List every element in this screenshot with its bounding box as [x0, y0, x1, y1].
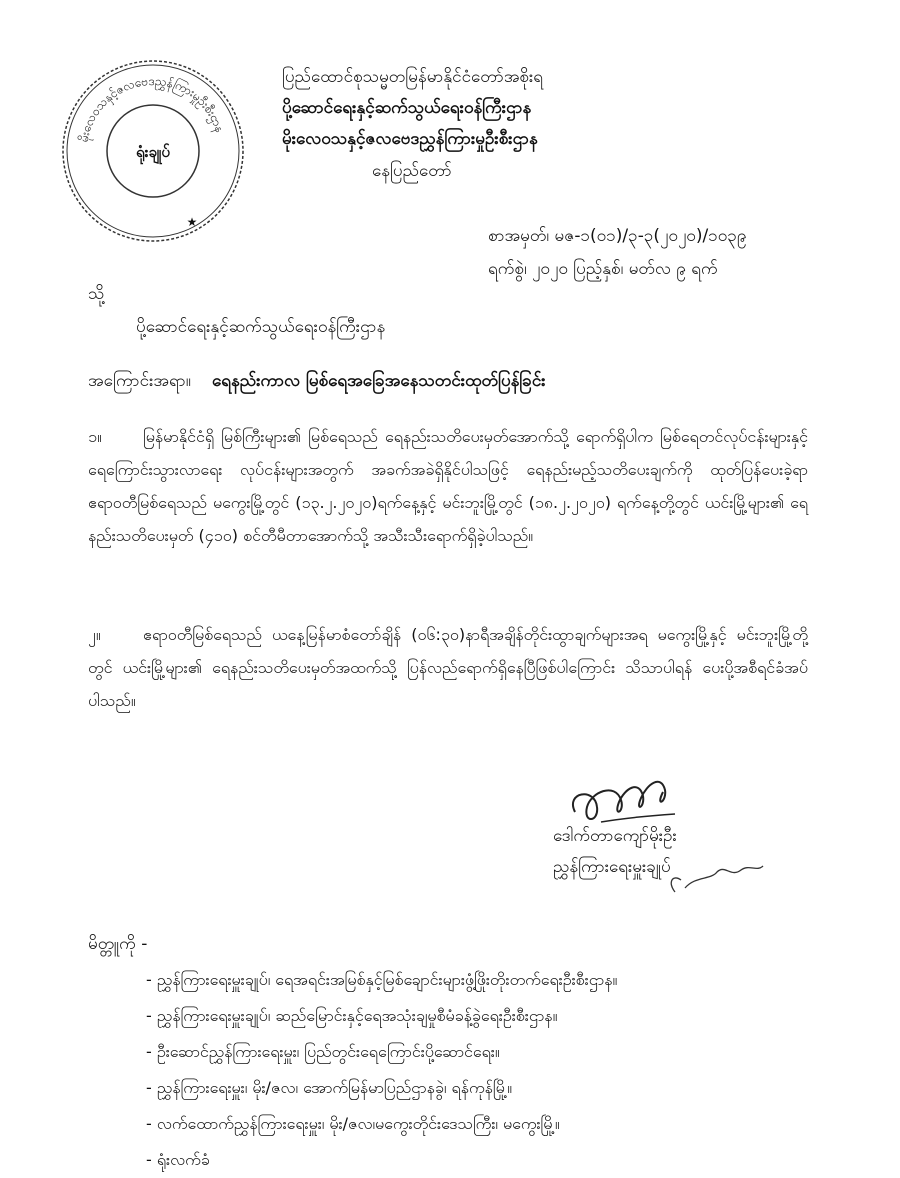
letter-number: စာအမှတ်၊ မဇ-၁(၀၁)/၃-၃(၂၀၂၀)/၁၀၃၉	[488, 226, 747, 246]
header-government: ပြည်ထောင်စုသမ္မတမြန်မာနိုင်ငံတော်အစိုးရ	[282, 67, 544, 87]
cc-list	[146, 962, 617, 1178]
letter-date: ရက်စွဲ၊ ၂၀၂၀ ပြည့်နှစ်၊ မတ်လ ၉ ရက်	[488, 259, 718, 279]
paragraph-1	[88, 420, 808, 552]
paragraph-2	[88, 618, 808, 717]
official-seal	[60, 58, 246, 244]
subject-label: အကြောင်းအရာ။	[88, 371, 191, 391]
cc-item: - ညွှန်ကြားရေးမှူးချုပ်၊ ရေအရင်းအမြစ်နှင့်မြစ်ချောင်းများဖွံ့ဖြိုးတိုးတက်ရေးဦးစီးဌာန။	[146, 970, 618, 989]
header-ministry: ပို့ဆောင်ရေးနှင့်ဆက်သွယ်ရေးဝန်ကြီးဌာန	[282, 98, 532, 118]
cc-item: - ရုံးလက်ခံ	[146, 1150, 210, 1169]
seal-ring-text: မိုးလေဝသနှင့်ဇလဗေဒညွှန်ကြားမှုဦးစီးဌာန	[76, 73, 228, 144]
signatory-name: ဒေါက်တာကျော်မိုးဦး	[553, 826, 677, 846]
header-department: မိုးလေဝသနှင့်ဇလဗေဒညွှန်ကြားမှုဦးစီးဌာန	[282, 129, 538, 149]
paragraph-text: ဧရာဝတီမြစ်ရေသည် ယနေ့မြန်မာစံတော်ချိန် (၀၆:၃၀)နာရီအချိန်တိုင်းထွာချက်များအရ မကွေးမြို့နှင့် မင်းဘူးမြို့တို့တွင် ယင်းမြို့များ၏ ရေနည်းသတိပေးမှတ်အထက်သို့ ပြန်လည်ရောက်ရှိနေပြီဖြစ်ပါကြောင်း သိသာပါရန် ပေးပို့အစီရင်ခံအပ်ပါသည်။	[88, 625, 808, 710]
cc-item: - ညွှန်ကြားရေးမှူး၊ မိုး/ဇလ၊ အောက်မြန်မာပြည်ဌာနခွဲ၊ ရန်ကုန်မြို့။	[146, 1078, 513, 1097]
paragraph-number: ၂။	[88, 625, 101, 644]
cc-label: မိတ္တူကို -	[88, 934, 148, 954]
seal-center-text: ရုံးချုပ်	[136, 143, 170, 161]
cc-item: - ညွှန်ကြားရေးမှူးချုပ်၊ ဆည်မြောင်းနှင့်ရေအသုံးချမှုစီမံခန့်ခွဲရေးဦးစီးဌာန။	[146, 1006, 558, 1025]
cc-item: - ဦးဆောင်ညွှန်ကြားရေးမှူး၊ ပြည်တွင်းရေကြောင်းပို့ဆောင်ရေး။	[146, 1042, 500, 1061]
header-city: နေပြည်တော်	[372, 161, 452, 181]
signatory-title: ညွှန်ကြားရေးမှူးချုပ်	[553, 857, 671, 877]
subject-text: ရေနည်းကာလ မြစ်ရေအခြေအနေသတင်းထုတ်ပြန်ခြင်း	[212, 371, 546, 391]
paragraph-text: မြန်မာနိုင်ငံရှိ မြစ်ကြီးများ၏ မြစ်ရေသည် ရေနည်းသတိပေးမှတ်အောက်သို့ ရောက်ရှိပါက မြစ်ရေတင်လုပ်ငန်းများနှင့် ရေကြောင်းသွားလာရေး လုပ်ငန်းများအတွက် အခက်အခဲရှိနိုင်ပါသဖြင့် ရေနည်းမည့်သတိပေးချက်ကို ထုတ်ပြန်ပေးခဲ့ရာ ဧရာဝတီမြစ်ရေသည် မကွေးမြို့တွင် (၁၃.၂.၂၀၂၀)ရက်နေ့နှင့် မင်းဘူးမြို့တွင် (၁၈.၂.၂၀၂၀) ရက်နေ့တို့တွင် ယင်းမြို့များ၏ ရေနည်းသတိပေးမှတ် (၄၁၀) စင်တီမီတာအောက်သို့ အသီးသီးရောက်ရှိခဲ့ပါသည်။	[88, 427, 808, 545]
recipient: ပို့ဆောင်ရေးနှင့်ဆက်သွယ်ရေးဝန်ကြီးဌာန	[136, 317, 386, 337]
cc-item: - လက်ထောက်ညွှန်ကြားရေးမှူး၊ မိုး/ဇလ၊မကွေးတိုင်းဒေသကြီး၊ မကွေးမြို့။	[146, 1114, 560, 1133]
to-label: သို့	[88, 284, 105, 304]
star-icon: ★	[186, 215, 198, 229]
paragraph-number: ၁။	[88, 427, 102, 446]
